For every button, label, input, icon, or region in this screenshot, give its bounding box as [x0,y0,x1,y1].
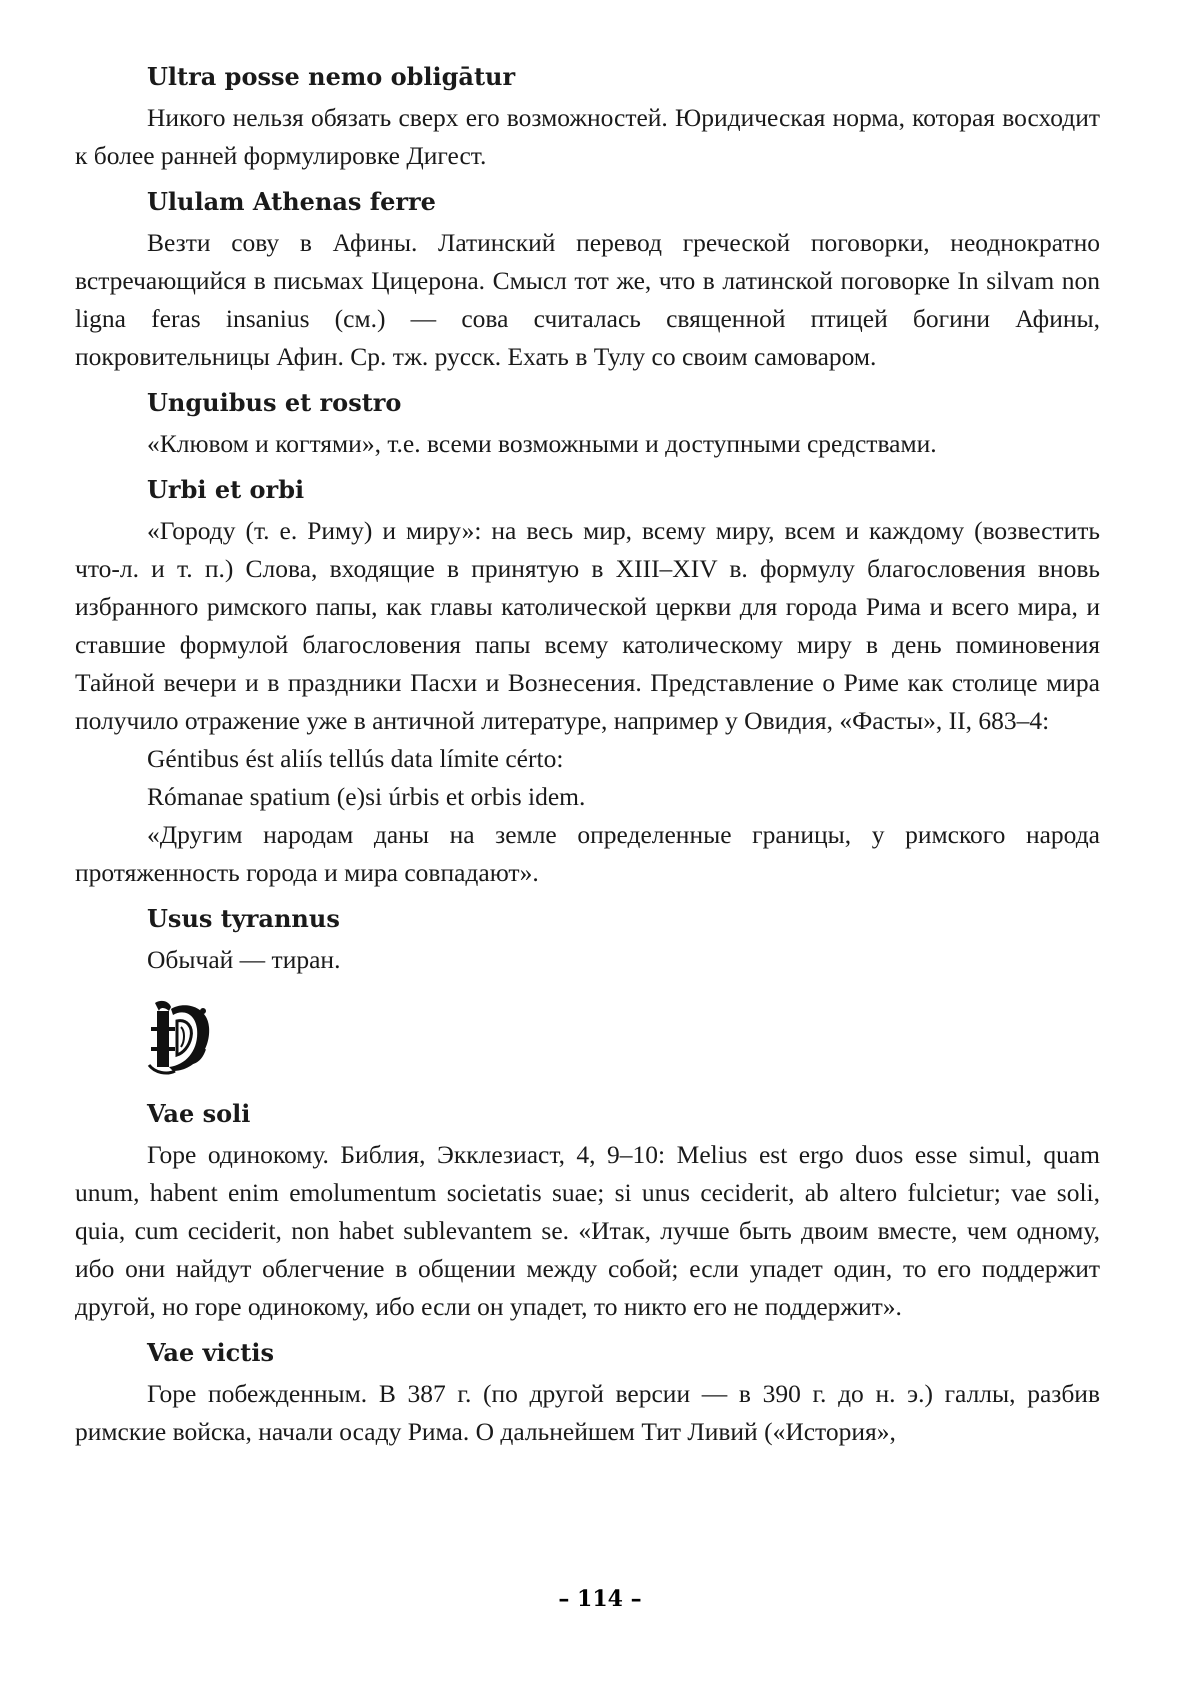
entry-heading: Vae victis [147,1338,274,1367]
dictionary-entry [75,187,1100,376]
entry-text: Горе побежденным. В 387 г. (по другой версии — в 390 г. до н. э.) галлы, разбив римские войска, начали осаду Рима. О дальнейшем Тит Ливий («История», [75,1379,1100,1446]
verse-line: Rómanae spatium (e)si úrbis et orbis idem. [147,782,586,811]
entry-heading: Urbi et orbi [147,475,305,504]
entry-heading: Vae soli [147,1099,251,1128]
entry-text: Обычай — тиран. [147,945,341,974]
entry-heading: Ultra posse nemo obligātur [147,62,516,91]
page-number: – 114 – [558,1586,642,1612]
entry-text: Везти сову в Афины. Латинский перевод греческой поговорки, неоднократно встречающийся в письмах Цицерона. Смысл тот же, что в латинской поговорке In silvam non ligna feras insanius (см.) — сова считалась священной птицей богини Афины, покровительницы Афин. Ср. тж. русск. Ехать в Тулу со своим самоваром. [75,228,1100,371]
entry-heading: Ululam Athenas ferre [147,187,436,216]
dictionary-entry [75,475,1100,892]
entry-text: Никого нельзя обязать сверх его возможностей. Юридическая норма, которая восходит к более ранней формулировке Дигест. [75,103,1100,170]
verse-translation: «Другим народам даны на земле определенные границы, у римского народа протяженность города и мира совпадают». [75,820,1100,887]
entry-heading: Usus tyrannus [147,904,340,933]
dictionary-entry [75,1099,1100,1326]
verse-line: Géntibus ést aliís tellús data límite cérto: [147,744,564,773]
document-page [75,62,1100,1463]
entry-text: «Клювом и когтями», т.е. всеми возможными и доступными средствами. [147,429,937,458]
entry-heading: Unguibus et rostro [147,388,402,417]
dictionary-entry [75,904,1100,979]
entry-text: «Городу (т. е. Риму) и миру»: на весь мир, всему миру, всем и каждому (возвестить что-л. и т. п.) Слова, входящие в принятую в XIII–XIV в. формулу благословения вновь избранного римского папы, как главы католической церкви для города Рима и всего мира, и ставшие формулой благословения папы всему католическому миру в день поминовения Тайной вечери и в праздники Пасхи и Вознесения. Представление о Риме как столице мира получило отражение уже в античной литературе, например у Овидия, «Фасты», II, 683–4: [75,516,1100,735]
entry-text: Горе одинокому. Библия, Экклезиаст, 4, 9–10: Melius est ergo duos esse simul, quam unum, habent enim emolumentum societatis suae; si unus ceciderit, ab altero fulcietur; vae soli, quia, cum ceciderit, non habet sublevantem se. «Итак, лучше быть двоим вместе, чем одному, ибо они найдут облегчение в общении между собой; если упадет один, то его поддержит другой, но горе одинокому, ибо если он упадет, то никто его не поддержит». [75,1140,1100,1321]
decorative-initial-v [147,997,217,1077]
dictionary-entry [75,388,1100,463]
dictionary-entry [75,1338,1100,1451]
dictionary-entry [75,62,1100,175]
gothic-letter-icon [147,997,217,1077]
